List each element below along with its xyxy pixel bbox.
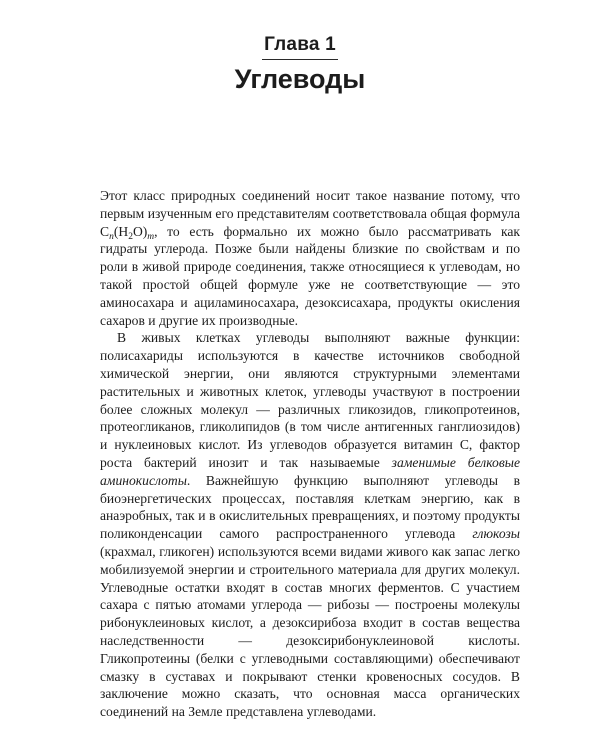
chapter-title: Углеводы xyxy=(234,64,366,94)
paragraph-2-text-b: . Важнейшую функцию выполняют углеводы в биоэнергетических процессах, поставляя клеткам энергию, как в анаэробных, так и в окислительных превращениях, и поэтому продукты поликонденсации самого распространенного углевода xyxy=(100,472,520,542)
chapter-divider xyxy=(262,59,338,60)
paragraph-2 xyxy=(100,329,520,721)
chapter-label: Глава 1 xyxy=(264,34,336,55)
italic-term-glucose: глюкозы xyxy=(472,526,520,542)
paragraph-1-text-b: , то есть формально их можно было рассматривать как гидраты углерода. Позже были найдены близкие по свойствам и по роли в живой природе соединения, также относящиеся к углеводам, но такой простой общей формуле уже не соответствующие — это аминосахара и ациламиносахара, дезоксисахара, продукты окисления сахаров и другие их производные. xyxy=(100,223,520,328)
formula xyxy=(100,223,155,242)
paragraph-1 xyxy=(100,187,520,329)
body-text xyxy=(100,187,520,721)
paragraph-2-text-a: В живых клетках углеводы выполняют важные функции: полисахариды используются в качестве источников свободной химической энергии, они являются структурными элементами растительных и животных клеток, углеводы участвуют в построении более сложных молекул — различных гликозидов, гликопротеинов, протеогликанов, гликолипидов (в том числе антигенных ганглиозидов) и нуклеиновых кислот. Из углеводов образуется витамин С, фактор роста бактерий инозит и так называемые xyxy=(100,330,520,470)
paragraph-2-text-c: (крахмал, гликоген) используются всеми видами живого как запас легко мобилизуемой энергии и строительного материала для других молекул. Углеводные остатки входят в состав многих ферментов. С участием сахара с пятью атомами углерода — рибозы — построены молекулы рибонуклеиновых кислот, а дезоксирибоза входит в состав вещества наследственности — дезоксирибонуклеиновой кислоты. Гликопротеины (белки с углеводными составляющими) обеспечивают смазку в суставах и покрывают стенки кровеносных сосудов. В заключение можно сказать, что основная масса органических соединений на Земле представлена углеводами. xyxy=(100,543,520,720)
formula-c: C xyxy=(100,223,110,239)
formula-o: O) xyxy=(132,223,148,239)
formula-subscript-m: m xyxy=(147,231,155,242)
formula-h: (H xyxy=(113,223,129,239)
formula-subscript-2: 2 xyxy=(128,231,133,242)
italic-term-amino-acids: заменимые белковые аминокислоты xyxy=(100,454,520,488)
formula-subscript-n: n xyxy=(109,231,114,242)
paragraph-1-text-a: Этот класс природных соединений носит такое название потому, что первым изученным его представителям соответствовала общая формула xyxy=(100,188,520,221)
